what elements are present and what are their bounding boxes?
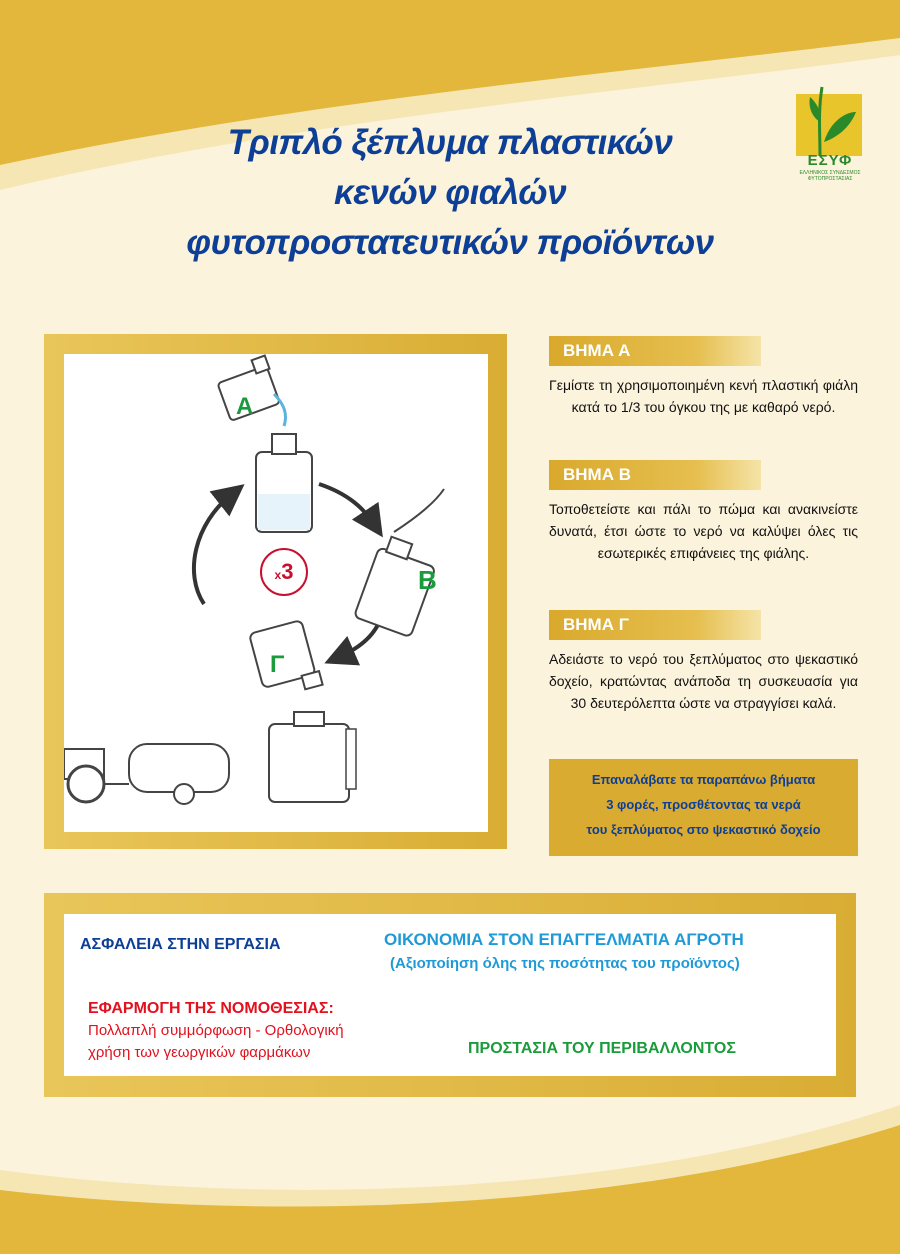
step-a-text: Γεμίστε τη χρησιμοποιημένη κενή πλαστική φιάλη κατά το 1/3 του όγκου της με καθαρό νερό. [549, 377, 858, 415]
repeat-badge [260, 548, 308, 596]
label-g: Γ [270, 651, 285, 678]
badge-number: 3 [281, 559, 294, 584]
benefit-economy-subtitle: (Αξιοποίηση όλης της ποσότητας του προϊόντος) [390, 955, 740, 972]
repeat-line-1: Επαναλάβατε τα παραπάνω βήματα [591, 772, 816, 787]
arrow-up-icon [194, 494, 232, 604]
benefit-economy-title: ΟΙΚΟΝΟΜΙΑ ΣΤΟΝ ΕΠΑΓΓΕΛΜΑΤΙΑ ΑΓΡΟΤΗ [384, 930, 744, 949]
sprayer-tank-icon [269, 712, 356, 802]
bottle-filled-icon [256, 434, 312, 532]
benefit-law-title: ΕΦΑΡΜΟΓΗ ΤΗΣ ΝΟΜΟΘΕΣΙΑΣ: [88, 1000, 334, 1017]
badge-x: x [274, 568, 282, 582]
step-g-header: ΒΗΜΑ Γ [549, 610, 761, 640]
label-a: Α [236, 393, 254, 420]
repeat-instructions [549, 759, 858, 856]
tractor-icon [64, 744, 229, 804]
arrow-right-icon [319, 484, 374, 524]
title-line-3: φυτοπροστατευτικών προϊόντων [186, 223, 714, 262]
step-a-header: ΒΗΜΑ Α [549, 336, 761, 366]
benefit-environment: ΠΡΟΣΤΑΣΙΑ ΤΟΥ ΠΕΡΙΒΑΛΛΟΝΤΟΣ [468, 1040, 736, 1057]
logo-text: ΕΣΥΦ [807, 152, 853, 169]
benefit-law-line-1: Πολλαπλή συμμόρφωση - Ορθολογική [88, 1022, 344, 1039]
step-g-text: Αδειάστε το νερό του ξεπλύματος στο ψεκαστικό δοχείο, κρατώντας ανάποδα τη συσκευασία για 30 δευτερόλεπτα ώστε να στραγγίσει καλά. [549, 651, 858, 711]
step-b-header: ΒΗΜΑ Β [549, 460, 761, 490]
label-b: Β [418, 565, 437, 595]
logo-subtext: ΕΛΛΗΝΙΚΟΣ ΣΥΝΔΕΣΜΟΣ ΦΥΤΟΠΡΟΣΤΑΣΙΑΣ [799, 170, 861, 182]
hand-icon [394, 489, 444, 532]
repeat-line-2: 3 φορές, προσθέτοντας τα νερά [606, 797, 801, 812]
repeat-line-3: του ξεπλύματος στο ψεκαστικό δοχείο [586, 822, 821, 837]
page-title [0, 118, 900, 268]
step-b-text: Τοποθετείστε και πάλι το πώμα και ανακινείστε δυνατά, έτσι ώστε το νερό να καλύψει όλες τις εσωτερικές επιφάνειες της φιάλης. [549, 501, 858, 561]
title-line-1: Τριπλό ξέπλυμα πλαστικών [227, 123, 673, 162]
bottle-g-icon [249, 619, 323, 700]
plant-leaf-icon [790, 82, 870, 200]
benefit-law-line-2: χρήση των γεωργικών φαρμάκων [88, 1044, 311, 1061]
benefit-safety: ΑΣΦΑΛΕΙΑ ΣΤΗΝ ΕΡΓΑΣΙΑ [80, 936, 281, 953]
title-line-2: κενών φιαλών [333, 173, 567, 212]
